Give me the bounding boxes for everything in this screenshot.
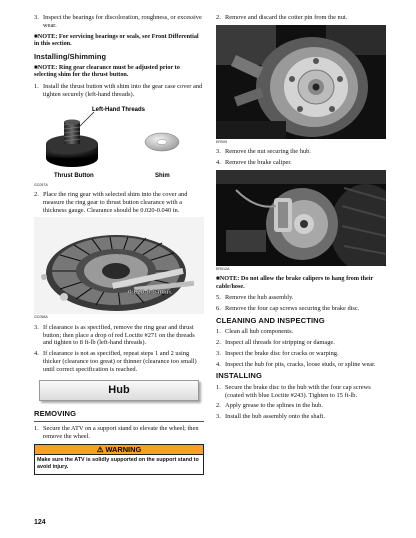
label-thrust-button: Thrust Button	[54, 172, 94, 179]
step-number: 2.	[216, 402, 221, 410]
step-number: 5.	[216, 294, 221, 302]
step-item	[34, 350, 204, 373]
step-text: Remove the hub assembly.	[225, 294, 294, 302]
label-shim: Shim	[155, 172, 170, 179]
right-column	[216, 14, 386, 424]
step-number: 1.	[34, 82, 39, 90]
step-number: 4.	[216, 360, 221, 368]
left-column	[34, 14, 204, 475]
figure-code: ER012A	[216, 266, 230, 271]
step-number: 1.	[216, 328, 221, 336]
hub-photo	[216, 25, 386, 139]
step-text: Secure the brake disc to the hub with the four cap screws (coated with blue Loctite #243). Tighten to 15 ft-lb.	[225, 383, 371, 399]
brake-caliper-photo	[216, 170, 386, 266]
step-text: Remove the four cap screws securing the brake disc.	[225, 305, 360, 313]
figure-thrust-button	[34, 102, 204, 182]
step-text: If clearance is not as specified, repeat steps 1 and 2 using thicker (clearance too great) or thinner (clearance too small) until correct specification is reached.	[43, 350, 197, 373]
heading-cleaning-inspecting: CLEANING AND INSPECTING	[216, 315, 325, 325]
step-number: 3.	[34, 14, 39, 21]
step-text: Secure the ATV on a support stand to elevate the wheel; then remove the wheel.	[43, 424, 199, 440]
heading-installing-shimming: Installing/Shimming	[34, 51, 107, 61]
figure-code: ER009	[216, 139, 227, 144]
step-item	[216, 159, 386, 167]
step-item	[216, 361, 386, 369]
step-text: Inspect the hub for pits, cracks, loose studs, or spline wear.	[225, 360, 376, 368]
figure-hub-cotter-pin	[216, 25, 386, 139]
step-number: 2.	[34, 190, 39, 198]
heading-removing: REMOVING	[34, 408, 77, 418]
step-number: 3.	[216, 413, 221, 421]
step-item	[216, 328, 386, 336]
note-ring-gear: ■NOTE: Ring gear clearance must be adjusted prior to selecting shim for the thrust button.	[34, 63, 180, 79]
step-number: 2.	[216, 14, 221, 21]
step-text: Inspect all threads for stripping or damage.	[225, 339, 335, 346]
step-number: 6.	[216, 305, 221, 313]
ring-gear-photo	[34, 217, 204, 314]
label-left-hand-threads: Left-Hand Threads	[92, 106, 146, 113]
step-text: Install the hub assembly onto the shaft.	[225, 413, 325, 421]
step-text: Apply grease to the splines in the hub.	[225, 402, 323, 410]
step-text: If clearance is as specified, remove the ring gear and thrust button; then place a drop of red Loctite #271 on the threads and tighten to 8 ft-lb (left-hand threads).	[43, 323, 195, 347]
warning-banner: ⚠ WARNING	[34, 444, 204, 455]
step-number: 2.	[216, 339, 221, 346]
step-item	[216, 339, 386, 347]
thrust-button-illustration	[34, 102, 204, 182]
step-text: Remove and discard the cotter pin from the nut.	[225, 14, 348, 21]
step-item	[216, 384, 386, 400]
step-number: 4.	[34, 350, 39, 358]
divider	[34, 421, 204, 422]
step-item	[216, 402, 386, 410]
step-number: 1.	[216, 383, 221, 391]
step-item	[34, 324, 204, 347]
step-text: Inspect the bearings for discoloration, roughness, or excessive wear.	[43, 14, 202, 29]
step-item	[34, 14, 204, 30]
step-text: Clean all hub components.	[225, 328, 294, 336]
step-number: 1.	[34, 424, 39, 432]
figure-brake-caliper	[216, 170, 386, 266]
section-title-hub: Hub	[39, 380, 199, 401]
step-number: 4.	[216, 159, 221, 166]
label-clearance: 0.020-0.040 in.	[128, 289, 173, 297]
step-item	[34, 425, 204, 441]
heading-installing: INSTALLING	[216, 371, 262, 381]
step-text: Inspect the brake disc for cracks or warping.	[225, 349, 339, 357]
step-item	[216, 413, 386, 421]
figure-ring-gear-clearance	[34, 217, 204, 314]
step-item	[216, 350, 386, 358]
step-text: Remove the nut securing the hub.	[225, 148, 311, 156]
step-number: 3.	[216, 349, 221, 357]
step-item	[34, 191, 204, 214]
step-item	[216, 305, 386, 313]
note-servicing: ■NOTE: For servicing bearings or seals, see Front Differential in this section.	[34, 32, 199, 48]
step-number: 3.	[216, 148, 221, 156]
step-item	[34, 83, 204, 99]
step-text: Install the thrust button with shim into the gear case cover and tighten securely (left-hand threads).	[43, 82, 203, 98]
figure-code: GC058A	[34, 315, 48, 320]
page-number: 124	[34, 519, 46, 526]
note-brake-calipers: ■NOTE: Do not allow the brake calipers to hang from their cable/hose.	[216, 275, 374, 290]
step-item	[216, 294, 386, 302]
step-text: Remove the brake caliper.	[225, 159, 292, 166]
step-item	[216, 14, 386, 22]
warning-text: Make sure the ATV is solidly supported on the support stand to avoid injury.	[34, 455, 204, 474]
step-text: Place the ring gear with selected shim into the cover and measure the ring gear to thrust button clearance with a thickness gauge. Clearance should be 0.020-0.040 in.	[43, 190, 188, 214]
figure-code: GC057A	[34, 182, 48, 187]
step-number: 3.	[34, 323, 39, 331]
step-item	[216, 148, 386, 156]
